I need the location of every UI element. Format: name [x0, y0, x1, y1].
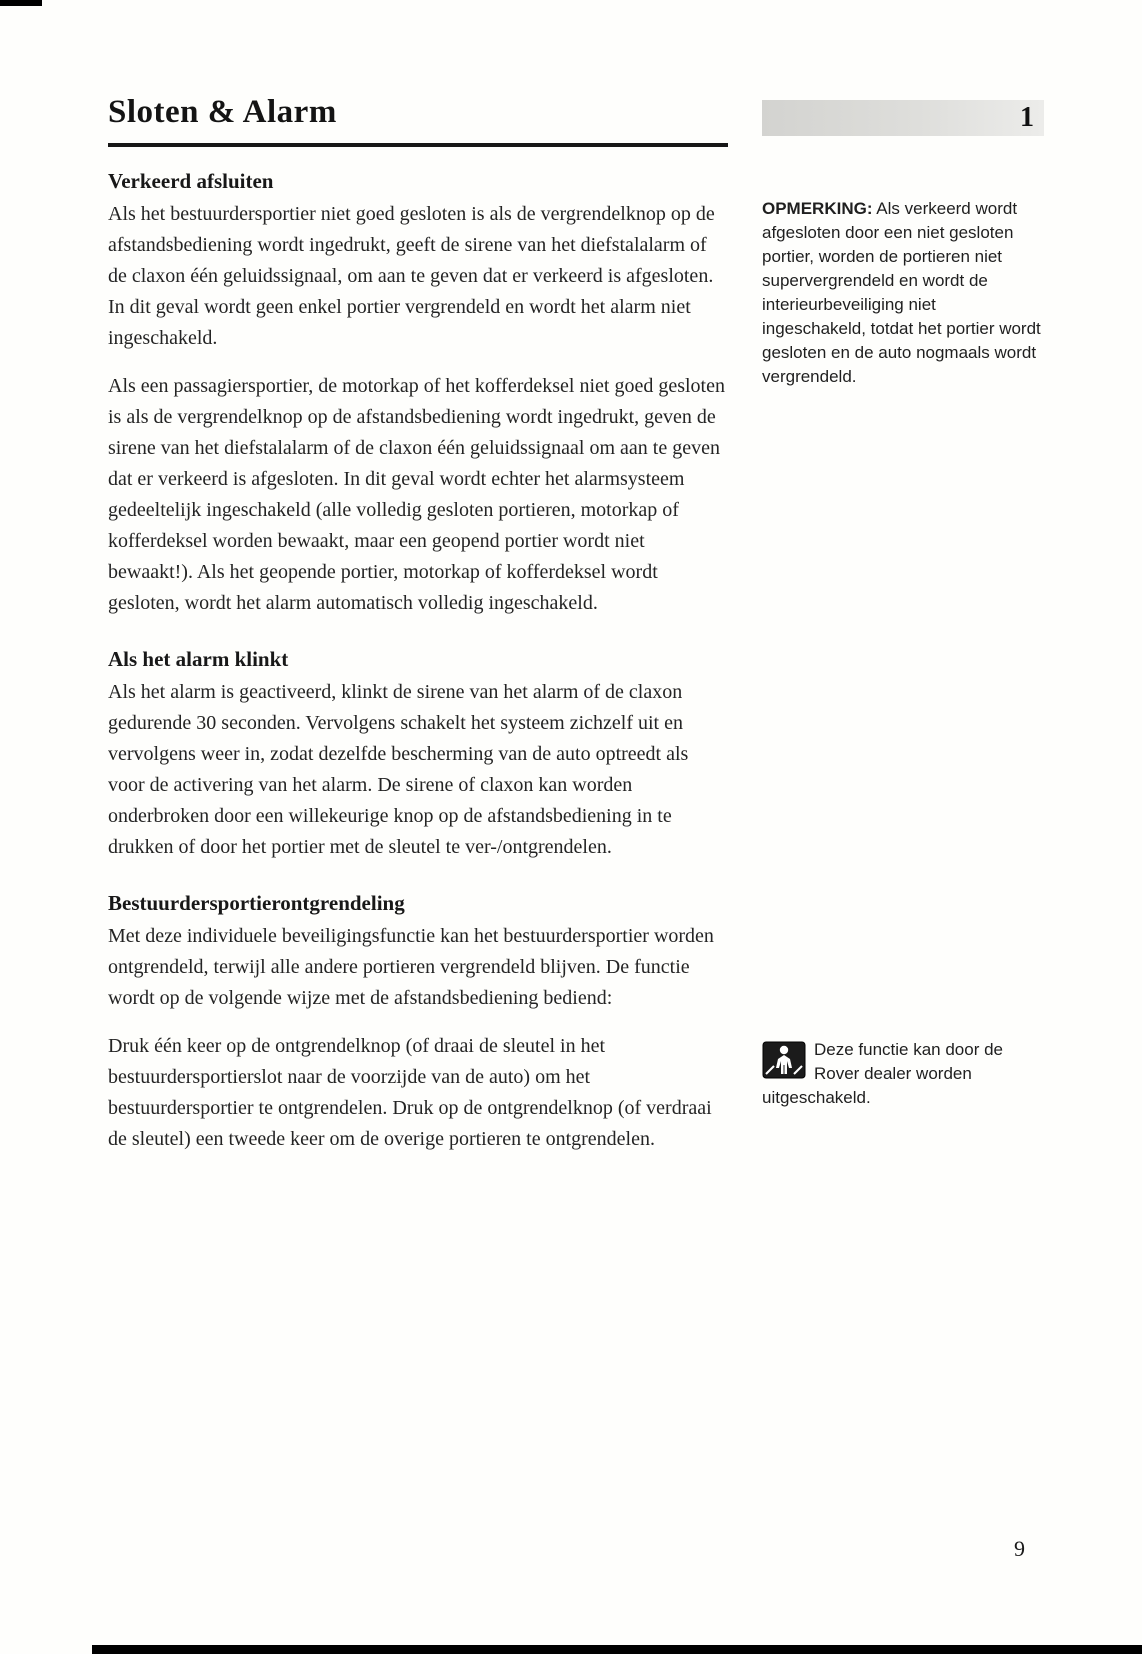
title-rule	[108, 143, 728, 147]
section-heading-als-het-alarm-klinkt: Als het alarm klinkt	[108, 647, 289, 671]
paragraph: Met deze individuele beveiligingsfunctie kan het bestuurdersportier worden ontgrendeld, terwijl alle andere portieren vergrendeld blijven. De functie wordt op de volgende wijze met de afstandsbediening bediend:	[108, 925, 714, 1009]
scan-artifact-bottom	[92, 1645, 1142, 1654]
scan-artifact-top	[0, 0, 42, 6]
page-number: 9	[1014, 1536, 1025, 1561]
chapter-number: 1	[1020, 102, 1034, 133]
note-text: Als verkeerd wordt afgesloten door een niet gesloten portier, worden de portieren niet supervergrendeld en wordt de interieurbeveiliging niet ingeschakeld, totdat het portier wordt gesloten en de auto nogmaals wordt vergrendeld.	[762, 199, 1041, 386]
rover-dealer-person-icon	[762, 1041, 806, 1079]
note-text: Deze functie kan door de Rover dealer worden uitgeschakeld.	[762, 1040, 1004, 1107]
section-heading-bestuurdersportierontgrendeling: Bestuurdersportierontgrendeling	[108, 891, 405, 915]
note-label: OPMERKING:	[762, 199, 873, 218]
paragraph: Als het alarm is geactiveerd, klinkt de sirene van het alarm of de claxon gedurende 30 seconden. Vervolgens schakelt het systeem zichzelf uit en vervolgens weer in, zodat dezelfde bescherming van de auto optreedt als voor de activering van het alarm. De sirene of claxon kan worden onderbroken door een willekeurige knop op de afstandsbediening in te drukken of door het portier met de sleutel te ver-/ontgrendelen.	[108, 681, 689, 858]
paragraph: Druk één keer op de ontgrendelknop (of draai de sleutel in het bestuurdersportierslot naar de voorzijde van de auto) om het bestuurdersportier te ontgrendelen. Druk op de ontgrendelknop (of verdraai de sleutel) een tweede keer om de overige portieren te ontgrendelen.	[108, 1035, 712, 1150]
sidebar-column	[762, 100, 1044, 1107]
note-rover-dealer	[762, 1038, 1022, 1110]
paragraph: Als een passagiersportier, de motorkap of het kofferdeksel niet goed gesloten is als de vergrendelknop op de afstandsbediening wordt ingedrukt, geven de sirene van het diefstalalarm of de claxon één geluidssignaal om aan te geven dat er verkeerd is afgesloten. In dit geval wordt echter het alarmsysteem gedeeltelijk ingeschakeld (alle volledig gesloten portieren, motorkap of kofferdeksel worden bewaakt, maar een geopend portier wordt niet bewaakt!). Als het geopende portier, motorkap of kofferdeksel wordt gesloten, wordt het alarm automatisch volledig ingeschakeld.	[108, 375, 725, 614]
section-heading-verkeerd-afsluiten: Verkeerd afsluiten	[108, 169, 274, 193]
paragraph: Als het bestuurdersportier niet goed gesloten is als de vergrendelknop op de afstandsbediening wordt ingedrukt, geeft de sirene van het diefstalalarm of de claxon één geluidssignaal, om aan te geven dat er verkeerd is afgesloten. In dit geval wordt geen enkel portier vergrendeld en wordt het alarm niet ingeschakeld.	[108, 203, 715, 349]
main-column	[108, 94, 728, 1172]
page-title: Sloten & Alarm	[108, 94, 337, 130]
note-opmerking	[762, 197, 1044, 389]
chapter-header-bar	[762, 100, 1044, 136]
